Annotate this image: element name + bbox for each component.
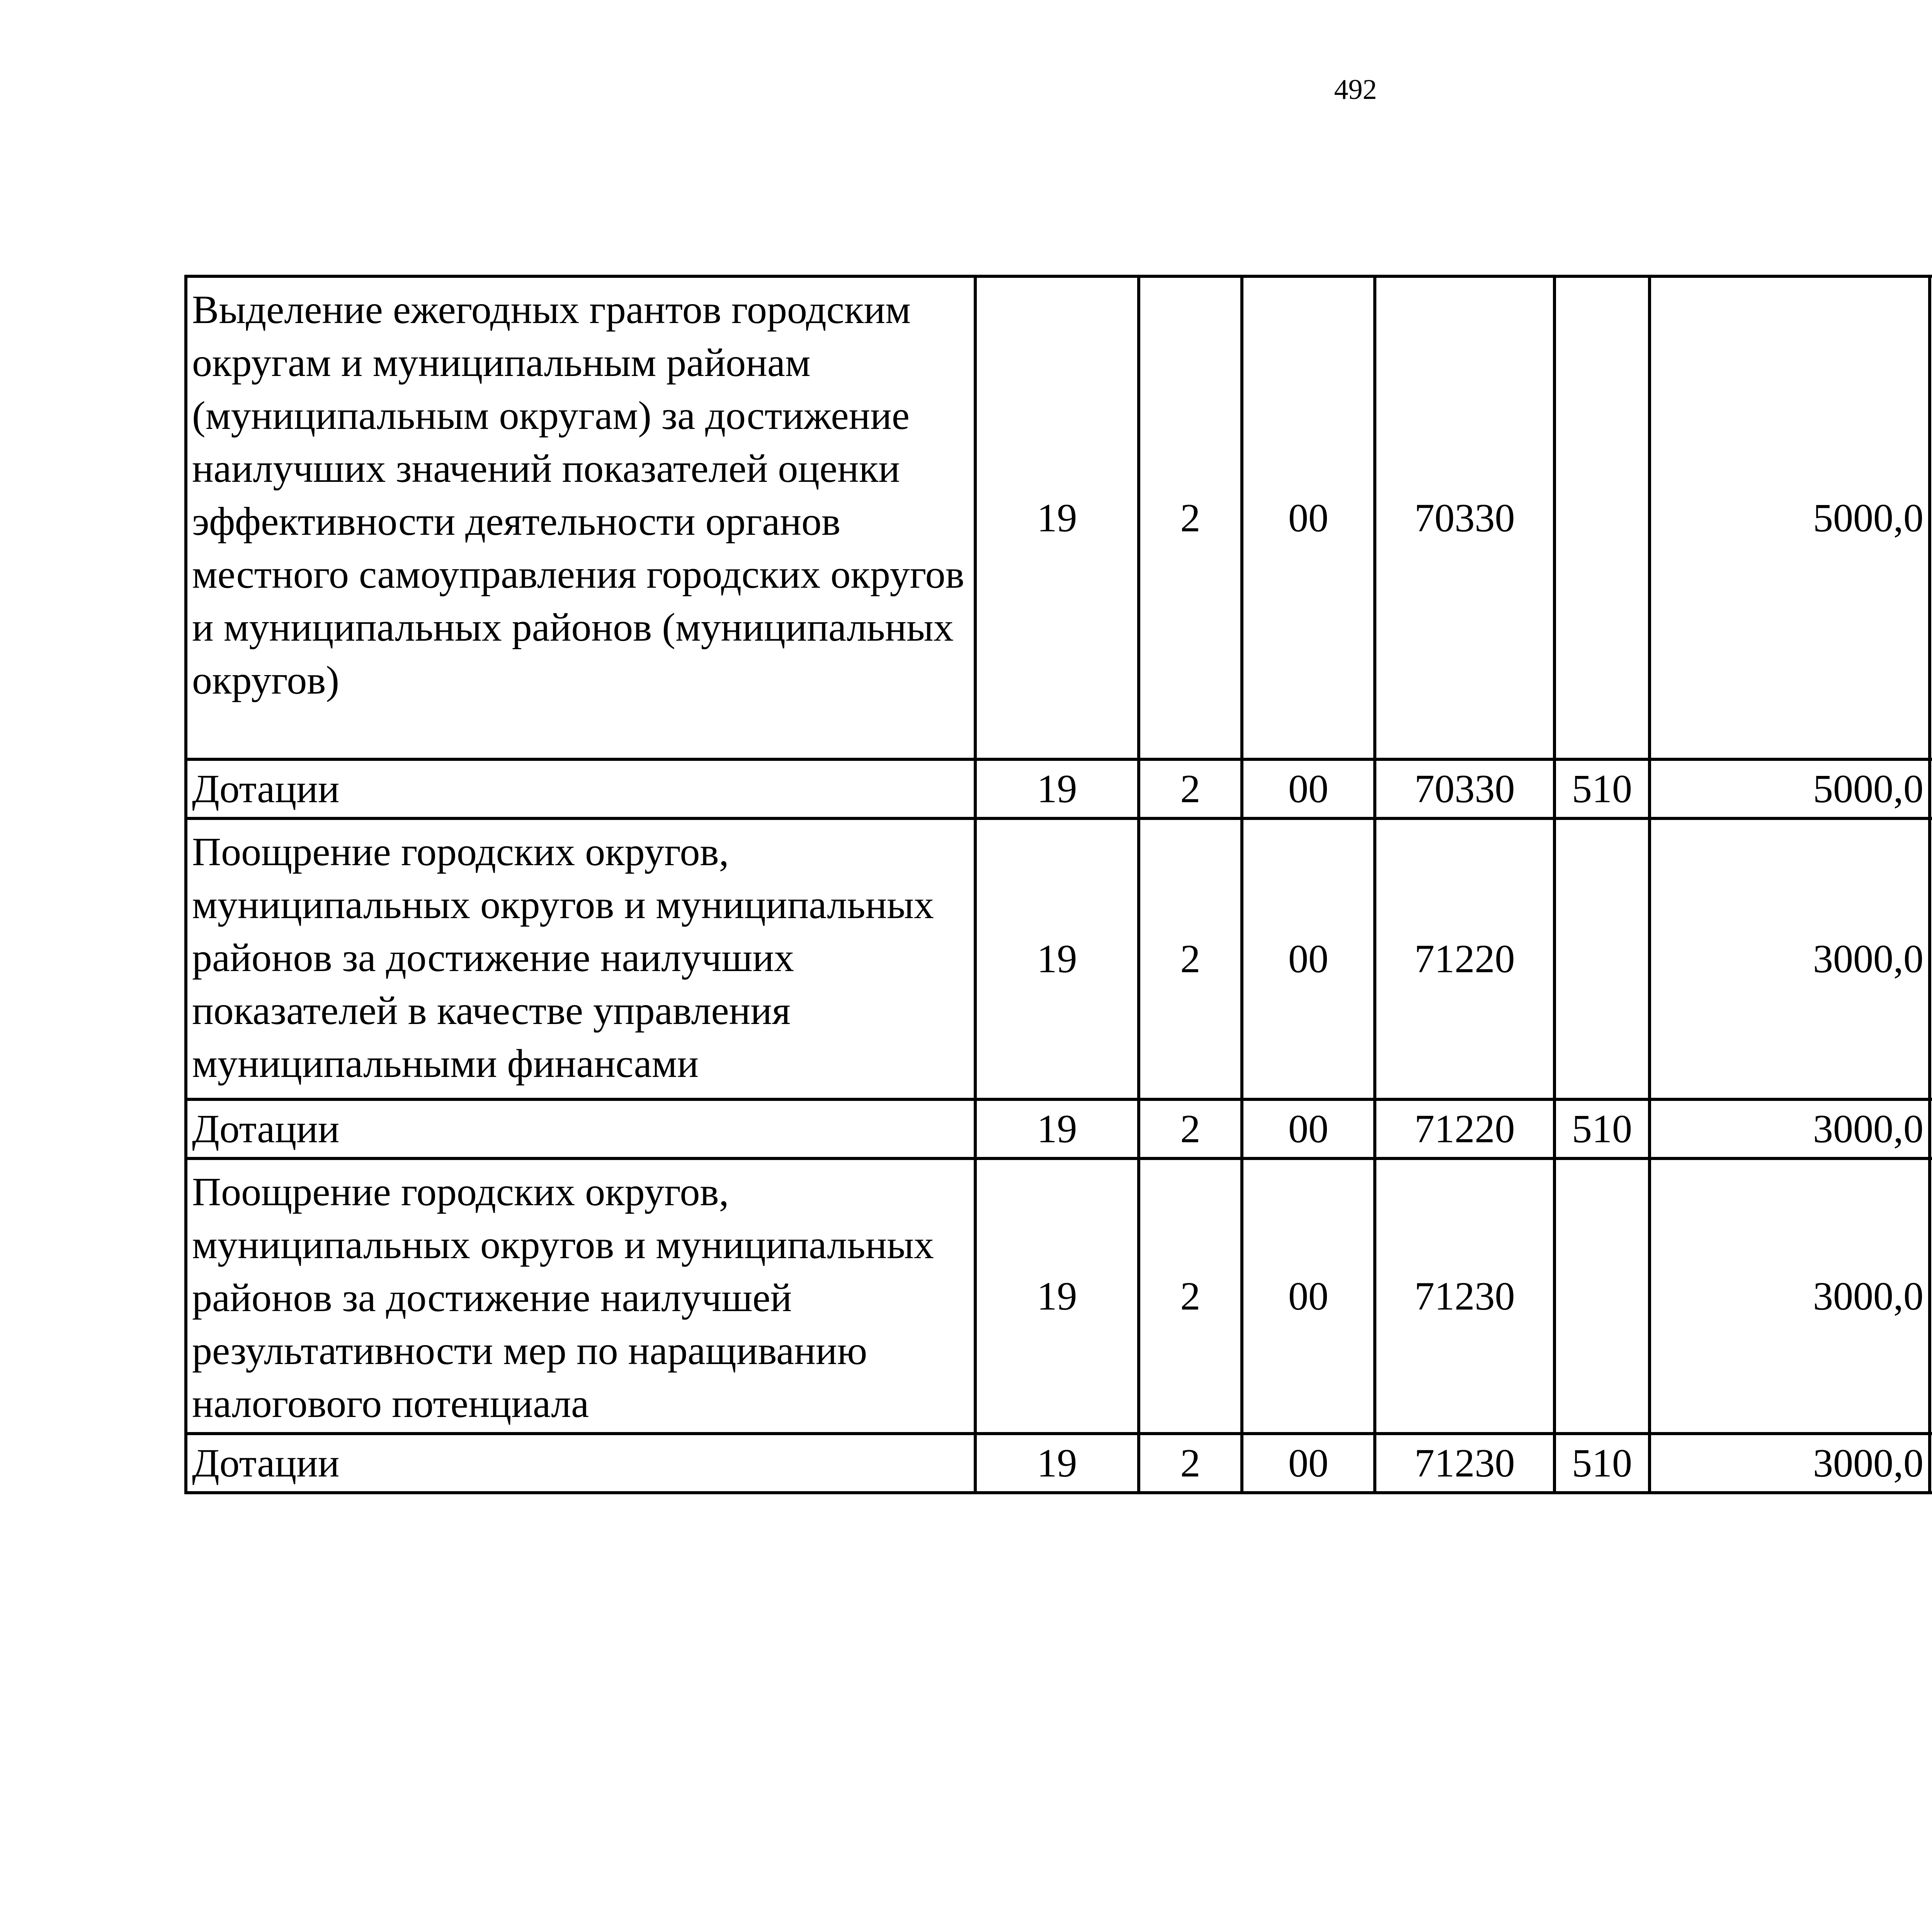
cell-code-3: 00 <box>1242 759 1375 818</box>
cell-amount-1: 5000,0 <box>1650 276 1930 759</box>
table-row <box>186 1099 1932 1158</box>
cell-amount-2 <box>1930 818 1932 1099</box>
cell-amount-1: 3000,0 <box>1650 1434 1930 1493</box>
cell-code-4: 71230 <box>1375 1158 1554 1434</box>
cell-code-4: 71230 <box>1375 1434 1554 1493</box>
cell-code-3: 00 <box>1242 818 1375 1099</box>
row-name: Поощрение городских округов, муниципальных округов и муниципальных районов за достижение наилучшей результативности мер по наращиванию налогового потенциала <box>186 1158 975 1434</box>
cell-expense-type: 510 <box>1554 759 1650 818</box>
cell-code-2: 2 <box>1139 1434 1242 1493</box>
cell-expense-type <box>1554 818 1650 1099</box>
cell-code-2: 2 <box>1139 818 1242 1099</box>
budget-table <box>184 275 1932 1494</box>
cell-code-1: 19 <box>975 1434 1139 1493</box>
cell-amount-2 <box>1930 276 1932 759</box>
table-row <box>186 276 1932 759</box>
cell-code-4: 70330 <box>1375 759 1554 818</box>
cell-amount-1: 3000,0 <box>1650 1158 1930 1434</box>
cell-code-1: 19 <box>975 276 1139 759</box>
row-name: Поощрение городских округов, муниципальных округов и муниципальных районов за достижение наилучших показателей в качестве управления муниципальными финансами <box>186 818 975 1099</box>
cell-code-1: 19 <box>975 1158 1139 1434</box>
cell-code-2: 2 <box>1139 276 1242 759</box>
cell-amount-1: 3000,0 <box>1650 818 1930 1099</box>
cell-amount-1: 5000,0 <box>1650 759 1930 818</box>
page-number: 492 <box>1334 74 1377 105</box>
cell-amount-1: 3000,0 <box>1650 1099 1930 1158</box>
cell-code-2: 2 <box>1139 1099 1242 1158</box>
table-row <box>186 1434 1932 1493</box>
row-name: Дотации <box>186 1099 975 1158</box>
cell-code-1: 19 <box>975 818 1139 1099</box>
row-name: Дотации <box>186 1434 975 1493</box>
table-row <box>186 759 1932 818</box>
cell-expense-type <box>1554 1158 1650 1434</box>
row-name: Дотации <box>186 759 975 818</box>
cell-expense-type <box>1554 276 1650 759</box>
cell-code-2: 2 <box>1139 1158 1242 1434</box>
cell-code-4: 70330 <box>1375 276 1554 759</box>
cell-amount-2 <box>1930 1099 1932 1158</box>
table-row <box>186 1158 1932 1434</box>
cell-expense-type: 510 <box>1554 1434 1650 1493</box>
cell-code-3: 00 <box>1242 276 1375 759</box>
row-name: Выделение ежегодных грантов городским округам и муниципальным районам (муниципальным округам) за достижение наилучших значений показателей оценки эффективности деятельности органов местного самоуправления городских округов и муниципальных районов (муниципальных округов) <box>186 276 975 759</box>
cell-amount-2 <box>1930 1158 1932 1434</box>
cell-code-3: 00 <box>1242 1434 1375 1493</box>
cell-code-1: 19 <box>975 759 1139 818</box>
table-row <box>186 818 1932 1099</box>
cell-code-4: 71220 <box>1375 818 1554 1099</box>
cell-code-3: 00 <box>1242 1099 1375 1158</box>
cell-amount-2 <box>1930 1434 1932 1493</box>
cell-amount-2 <box>1930 759 1932 818</box>
cell-code-4: 71220 <box>1375 1099 1554 1158</box>
cell-code-3: 00 <box>1242 1158 1375 1434</box>
cell-code-1: 19 <box>975 1099 1139 1158</box>
cell-code-2: 2 <box>1139 759 1242 818</box>
cell-expense-type: 510 <box>1554 1099 1650 1158</box>
